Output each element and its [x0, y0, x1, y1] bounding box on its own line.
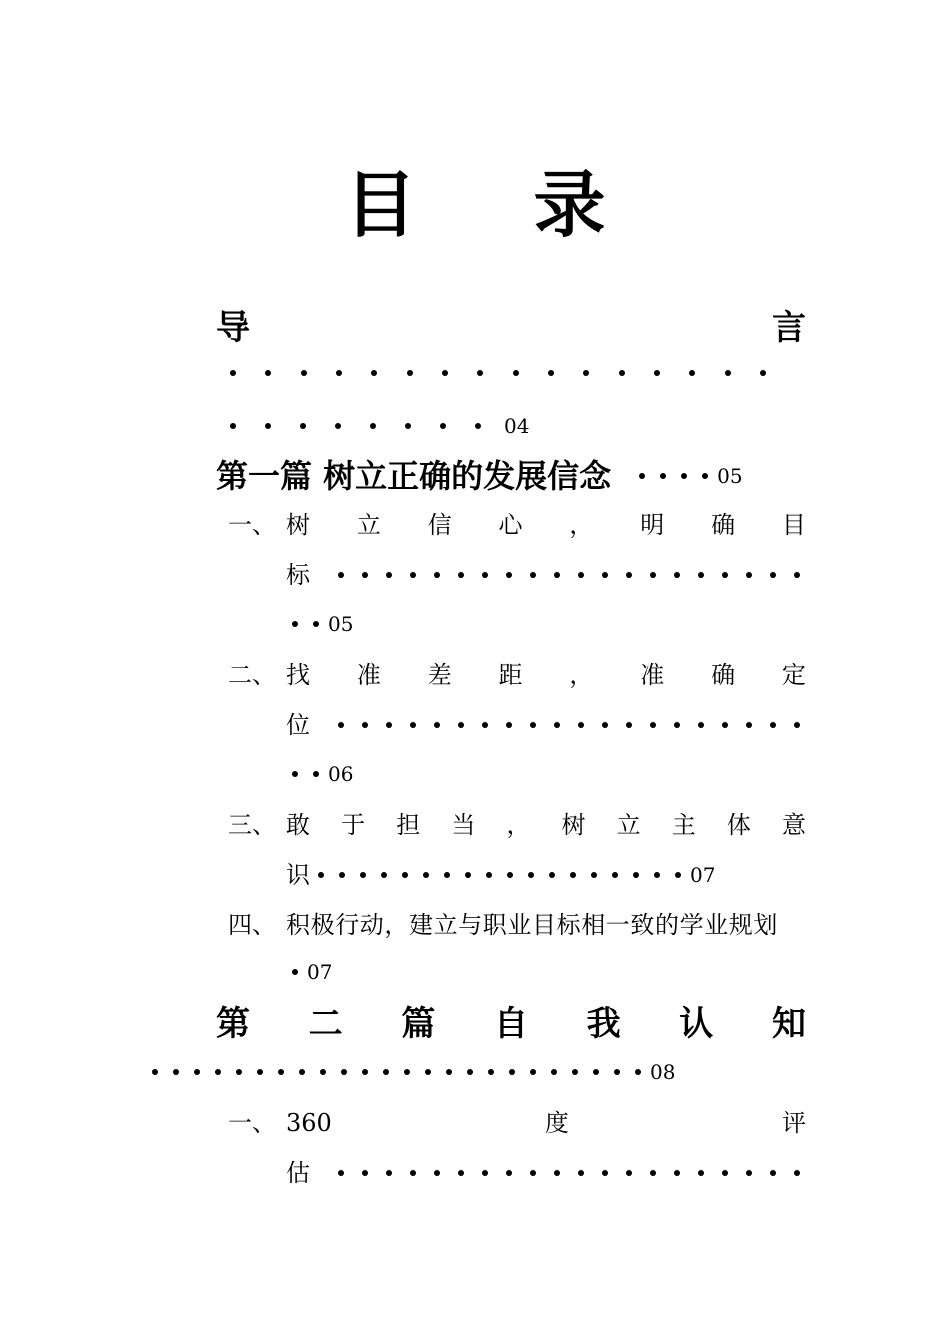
- toc-item-1-2-page-row: [292, 762, 353, 786]
- part2-heading-char: 知: [771, 1004, 806, 1044]
- leader-dot: [362, 722, 368, 728]
- toc-item-1-1-char: 立: [356, 511, 381, 539]
- leader-dot: [650, 722, 656, 728]
- leader-dot: [194, 1069, 200, 1075]
- leader-dot: [770, 1170, 776, 1176]
- part2-heading-char: 篇: [401, 1004, 436, 1044]
- toc-item-1-3-tail: 识: [286, 861, 310, 889]
- leader-dot: [230, 423, 236, 429]
- toc-item-1-1-char: 目: [781, 511, 806, 539]
- part1-page-number: 05: [717, 464, 743, 488]
- toc-item-1-2-char: 准: [640, 661, 665, 689]
- leader-dot: [551, 1069, 557, 1075]
- leader-dot: [746, 1170, 752, 1176]
- leader-dot: [554, 1170, 560, 1176]
- toc-item-1-1-char: ，: [569, 511, 594, 539]
- part2-heading-char: 自: [493, 1004, 528, 1044]
- leader-dot: [230, 370, 236, 376]
- leader-dot: [612, 872, 618, 878]
- leader-dot: [794, 1170, 800, 1176]
- leader-dot: [434, 572, 440, 578]
- leader-dot: [370, 423, 376, 429]
- leader-dot: [507, 872, 513, 878]
- toc-item-1-3-char: 体: [726, 811, 751, 839]
- leader-dot: [475, 423, 481, 429]
- toc-item-1-2-char: ，: [569, 661, 594, 689]
- leader-dot: [434, 1170, 440, 1176]
- leader-dot: [381, 872, 387, 878]
- leader-dot: [530, 1069, 536, 1075]
- leader-dot: [405, 423, 411, 429]
- toc-item-1-3-char: 敢: [286, 811, 310, 839]
- toc-item-1-1-char: 确: [711, 511, 736, 539]
- leader-dot: [386, 1170, 392, 1176]
- leader-dot: [650, 572, 656, 578]
- leader-dot: [698, 722, 704, 728]
- leader-dot: [335, 423, 341, 429]
- leader-dot: [152, 1069, 158, 1075]
- toc-item-2-1-text: [286, 1108, 806, 1138]
- leader-dot: [602, 572, 608, 578]
- leader-dot: [619, 370, 625, 376]
- toc-item-1-1-char: 明: [640, 511, 665, 539]
- leader-dot: [265, 370, 271, 376]
- toc-item-2-1-num: 一、: [228, 1109, 276, 1137]
- toc-item-1-2-char: 距: [498, 661, 523, 689]
- leader-dot: [675, 872, 681, 878]
- leader-dot: [626, 1170, 632, 1176]
- leader-dot: [336, 370, 342, 376]
- leader-dot: [794, 572, 800, 578]
- toc-item-1-1-char: 心: [498, 511, 523, 539]
- part2-heading-char: 二: [308, 1004, 343, 1044]
- leader-dot: [320, 1069, 326, 1075]
- leader-dot: [746, 722, 752, 728]
- leader-dot: [722, 572, 728, 578]
- toc-item-1-2-dots: [338, 722, 800, 728]
- toc-item-1-2-char: 找: [286, 661, 310, 689]
- leader-dot: [760, 370, 766, 376]
- leader-dot: [593, 1069, 599, 1075]
- toc-item-1-1-dots: [338, 572, 800, 578]
- leader-dot: [425, 1069, 431, 1075]
- leader-dot: [488, 1069, 494, 1075]
- toc-item-1-1-tail: 标: [286, 561, 310, 589]
- leader-dot: [236, 1069, 242, 1075]
- intro-leader-dots-2: [230, 414, 529, 438]
- leader-dot: [702, 473, 708, 479]
- leader-dot: [614, 1069, 620, 1075]
- toc-item-1-1-page-row: [292, 612, 353, 636]
- part2-heading-char: 第: [216, 1004, 250, 1044]
- leader-dot: [257, 1069, 263, 1075]
- leader-dot: [725, 370, 731, 376]
- leader-dot: [698, 572, 704, 578]
- leader-dot: [506, 722, 512, 728]
- toc-item-1-2-page: 06: [328, 762, 354, 786]
- leader-dot: [467, 1069, 473, 1075]
- leader-dot: [530, 572, 536, 578]
- leader-dot: [371, 370, 377, 376]
- toc-item-1-1-char: 树: [286, 511, 310, 539]
- part1-heading-row: [216, 456, 743, 496]
- leader-dot: [341, 1069, 347, 1075]
- leader-dot: [300, 423, 306, 429]
- leader-dot: [650, 1170, 656, 1176]
- part2-leader-row: [152, 1060, 675, 1084]
- leader-dot: [386, 722, 392, 728]
- intro-heading-left: 导: [216, 308, 250, 348]
- toc-item-1-1-page: 05: [328, 612, 354, 636]
- toc-item-1-1-char: 信: [427, 511, 452, 539]
- leader-dot: [338, 722, 344, 728]
- leader-dot: [602, 1170, 608, 1176]
- toc-item-1-3-char: ，: [506, 811, 531, 839]
- leader-dot: [299, 1069, 305, 1075]
- leader-dot: [626, 722, 632, 728]
- toc-item-1-2-num: 二、: [228, 661, 276, 689]
- leader-dot: [578, 722, 584, 728]
- page-title: 目 录: [344, 162, 652, 247]
- toc-item-1-1-num: 一、: [228, 511, 276, 539]
- toc-item-1-2-char: 确: [711, 661, 736, 689]
- toc-item-1-2-char: 准: [356, 661, 381, 689]
- leader-dot: [410, 1170, 416, 1176]
- leader-dot: [318, 872, 324, 878]
- leader-dot: [554, 572, 560, 578]
- leader-dot: [402, 872, 408, 878]
- leader-dot: [602, 722, 608, 728]
- leader-dot: [578, 572, 584, 578]
- leader-dot: [654, 872, 660, 878]
- leader-dot: [362, 1069, 368, 1075]
- intro-heading-right: 言: [772, 308, 806, 348]
- leader-dot: [578, 1170, 584, 1176]
- leader-dot: [674, 1170, 680, 1176]
- leader-dot: [660, 473, 666, 479]
- leader-dot: [770, 722, 776, 728]
- intro-leader-dots-1: [230, 370, 766, 376]
- leader-dot: [626, 572, 632, 578]
- leader-dot: [410, 722, 416, 728]
- toc-item-1-4-num: 四、: [228, 911, 276, 939]
- leader-dot: [674, 572, 680, 578]
- leader-dot: [635, 1069, 641, 1075]
- toc-item-1-3-num: 三、: [228, 811, 276, 839]
- leader-dot: [173, 1069, 179, 1075]
- toc-item-1-3-char: 当: [451, 811, 476, 839]
- toc-item-1-3-char: 立: [616, 811, 641, 839]
- toc-item-1-1-text: [286, 510, 806, 540]
- leader-dot: [407, 370, 413, 376]
- leader-dot: [681, 473, 687, 479]
- leader-dot: [410, 572, 416, 578]
- toc-item-1-4-page: 07: [307, 960, 333, 984]
- leader-dot: [338, 1170, 344, 1176]
- leader-dot: [446, 1069, 452, 1075]
- leader-dot: [654, 370, 660, 376]
- leader-dot: [386, 572, 392, 578]
- part2-heading: [216, 1004, 806, 1044]
- leader-dot: [301, 370, 307, 376]
- leader-dot: [482, 722, 488, 728]
- leader-dot: [486, 872, 492, 878]
- leader-dot: [444, 872, 450, 878]
- leader-dot: [434, 722, 440, 728]
- leader-dot: [339, 872, 345, 878]
- leader-dot: [458, 1170, 464, 1176]
- leader-dot: [746, 572, 752, 578]
- leader-dot: [338, 572, 344, 578]
- leader-dot: [572, 1069, 578, 1075]
- toc-item-2-1-tail: 估: [286, 1159, 310, 1187]
- leader-dot: [265, 423, 271, 429]
- leader-dot: [423, 872, 429, 878]
- leader-dot: [698, 1170, 704, 1176]
- leader-dot: [482, 1170, 488, 1176]
- intro-page-number: 04: [504, 414, 530, 438]
- leader-dot: [465, 872, 471, 878]
- part1-heading: 第一篇 树立正确的发展信念: [216, 457, 612, 495]
- part2-heading-char: 认: [679, 1004, 714, 1044]
- toc-item-1-3-page: 07: [690, 863, 716, 887]
- leader-dot: [639, 473, 645, 479]
- leader-dot: [591, 872, 597, 878]
- toc-item-1-3-char: 于: [341, 811, 366, 839]
- toc-item-1-3-text: [286, 810, 806, 840]
- leader-dot: [674, 722, 680, 728]
- leader-dot: [513, 370, 519, 376]
- leader-dot: [477, 370, 483, 376]
- leader-dot: [509, 1069, 515, 1075]
- toc-item-1-3-tail-row: [286, 860, 715, 890]
- leader-dot: [360, 872, 366, 878]
- toc-item-1-3-char: 意: [781, 811, 806, 839]
- leader-dot: [549, 872, 555, 878]
- toc-item-2-1-char: 度: [544, 1109, 569, 1137]
- toc-item-1-3-char: 担: [396, 811, 421, 839]
- leader-dot: [528, 872, 534, 878]
- leader-dot: [458, 572, 464, 578]
- leader-dot: [506, 572, 512, 578]
- leader-dot: [530, 1170, 536, 1176]
- leader-dot: [548, 370, 554, 376]
- leader-dot: [506, 1170, 512, 1176]
- leader-dot: [794, 722, 800, 728]
- toc-item-1-3-char: 主: [671, 811, 696, 839]
- toc-item-1-4-text: 积极行动，建立与职业目标相一致的学业规划: [286, 911, 778, 939]
- part2-heading-char: 我: [586, 1004, 621, 1044]
- toc-item-1-2-char: 定: [781, 661, 806, 689]
- toc-item-1-2-text: [286, 660, 806, 690]
- leader-dot: [404, 1069, 410, 1075]
- leader-dot: [383, 1069, 389, 1075]
- leader-dot: [530, 722, 536, 728]
- leader-dot: [482, 572, 488, 578]
- part2-page-number: 08: [650, 1060, 676, 1084]
- toc-item-1-3-char: 树: [561, 811, 586, 839]
- leader-dot: [278, 1069, 284, 1075]
- toc-item-2-1-char: 评: [782, 1109, 806, 1137]
- toc-item-1-4-page-row: [292, 960, 332, 984]
- toc-item-1-2-tail: 位: [286, 711, 310, 739]
- leader-dot: [362, 1170, 368, 1176]
- leader-dot: [722, 722, 728, 728]
- leader-dot: [570, 872, 576, 878]
- leader-dot: [458, 722, 464, 728]
- toc-item-1-2-char: 差: [427, 661, 452, 689]
- leader-dot: [633, 872, 639, 878]
- leader-dot: [554, 722, 560, 728]
- leader-dot: [362, 572, 368, 578]
- leader-dot: [440, 423, 446, 429]
- leader-dot: [722, 1170, 728, 1176]
- leader-dot: [442, 370, 448, 376]
- toc-item-2-1-char: 360: [286, 1109, 332, 1137]
- leader-dot: [215, 1069, 221, 1075]
- toc-item-2-1-dots: [338, 1170, 800, 1176]
- leader-dot: [689, 370, 695, 376]
- leader-dot: [770, 572, 776, 578]
- leader-dot: [583, 370, 589, 376]
